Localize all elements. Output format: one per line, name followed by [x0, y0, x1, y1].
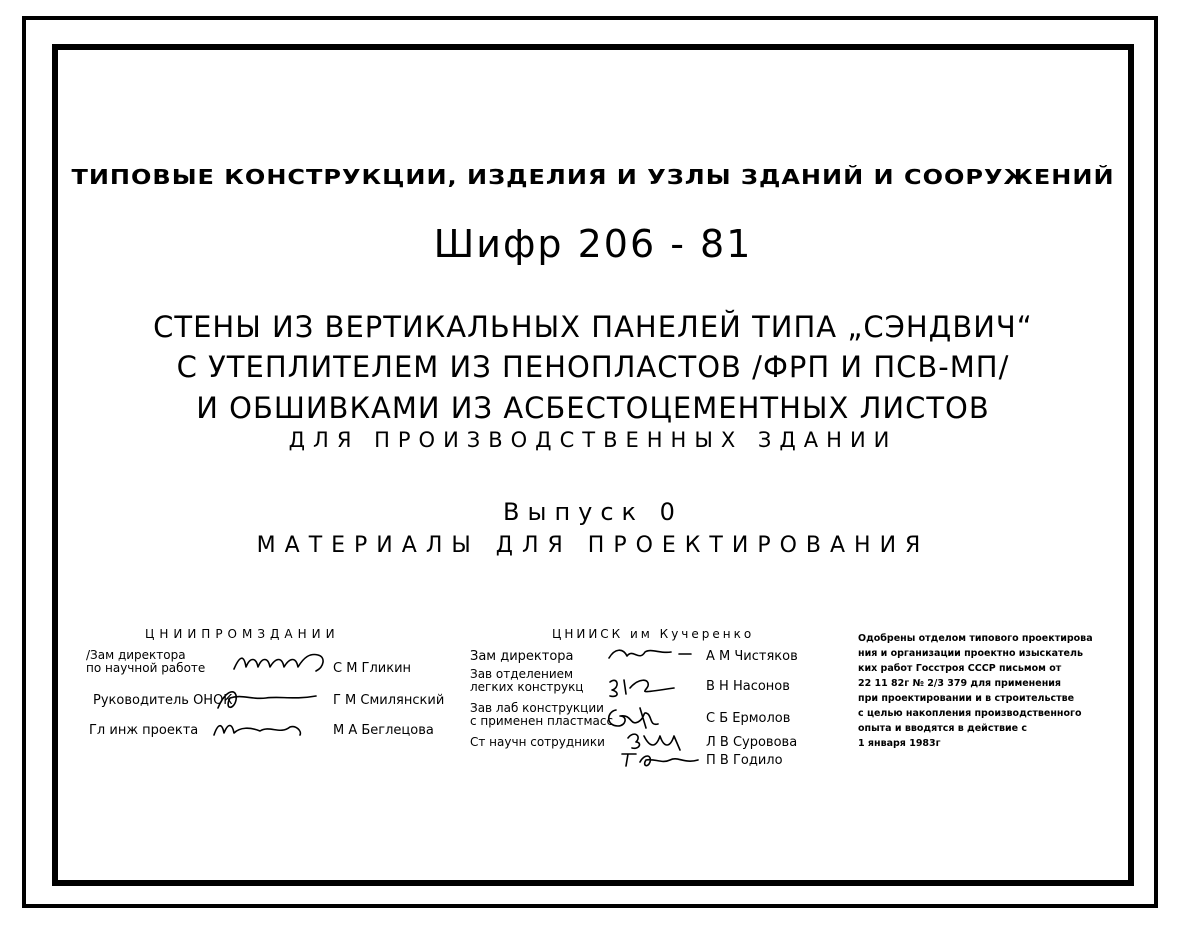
org-middle-role-1: Зам директора	[470, 649, 574, 664]
role-line: Зав отделением	[470, 667, 574, 681]
org-middle-name: ЦНИИСК им Кучеренко	[552, 627, 755, 641]
org-middle-person-5: П В Годило	[706, 753, 783, 768]
org-left-role-3: Гл инж проекта	[89, 723, 199, 738]
org-middle-person-4: Л В Суровова	[706, 735, 798, 750]
approval-note	[858, 631, 1116, 751]
org-left-role-1	[86, 649, 205, 675]
role-line: по научной работе	[86, 661, 206, 675]
org-left-person-2: Г М Смилянский	[333, 693, 445, 708]
role-line: /Зам директора	[86, 648, 186, 662]
org-left-person-3: М А Беглецова	[333, 723, 434, 738]
org-middle-role-3	[470, 702, 613, 728]
approval-line: Одобрены отделом типового проектирова	[858, 633, 1093, 644]
role-line: легких конструкц	[470, 680, 584, 694]
approval-line: 22 11 82г № 2/3 379 для применения	[858, 678, 1062, 689]
signature-nasonov	[604, 674, 684, 700]
org-middle-role-2	[470, 668, 583, 694]
role-line: с применен пластмасс	[470, 714, 614, 728]
org-middle-role-4: Ст научн сотрудники	[470, 735, 605, 749]
title-line-3: И ОБШИВКАМИ ИЗ АСБЕСТОЦЕМЕНТНЫХ ЛИСТОВ	[196, 391, 990, 425]
title-line-4: ДЛЯ ПРОИЗВОДСТВЕННЫХ ЗДАНИИ	[288, 428, 898, 452]
approval-line: опыта и вводятся в действие с	[858, 723, 1028, 734]
signature-godilo	[618, 748, 702, 770]
approval-line: ких работ Госстроя СССР письмом от	[858, 663, 1062, 674]
approval-line: ния и организации проектно изыскатель	[858, 648, 1083, 659]
org-middle-person-1: А М Чистяков	[706, 649, 798, 664]
approval-line: при проектировании и в строительстве	[858, 693, 1075, 704]
signature-glikin	[230, 649, 332, 677]
signature-chistyakov	[605, 642, 695, 666]
org-left-role-2: Руководитель ОНОК	[93, 693, 233, 708]
org-middle-person-2: В Н Насонов	[706, 679, 790, 694]
issue-label: Выпуск 0	[503, 498, 683, 526]
role-line: Зав лаб конструкции	[470, 701, 604, 715]
org-middle-person-3: С Б Ермолов	[706, 711, 791, 726]
issue-subtitle: МАТЕРИАЛЫ ДЛЯ ПРОЕКТИРОВАНИЯ	[256, 533, 930, 558]
org-left-name: ЦНИИПРОМЗДАНИИ	[145, 627, 340, 641]
signature-begletsova	[210, 717, 306, 741]
title-line-2: С УТЕПЛИТЕЛЕМ ИЗ ПЕНОПЛАСТОВ /ФРП И ПСВ-МП/	[176, 350, 1010, 384]
signature-smilyansky	[212, 684, 322, 714]
document-code: Шифр 206 - 81	[433, 222, 753, 266]
title-line-1: СТЕНЫ ИЗ ВЕРТИКАЛЬНЫХ ПАНЕЛЕЙ ТИПА „СЭНДВИЧ“	[153, 310, 1033, 344]
series-title: ТИПОВЫЕ КОНСТРУКЦИИ, ИЗДЕЛИЯ И УЗЛЫ ЗДАНИЙ И СООРУЖЕНИЙ	[71, 165, 1115, 189]
approval-line: 1 января 1983г	[858, 738, 941, 749]
org-left-person-1: С М Гликин	[333, 661, 412, 676]
approval-line: с целью накопления производственного	[858, 708, 1082, 719]
